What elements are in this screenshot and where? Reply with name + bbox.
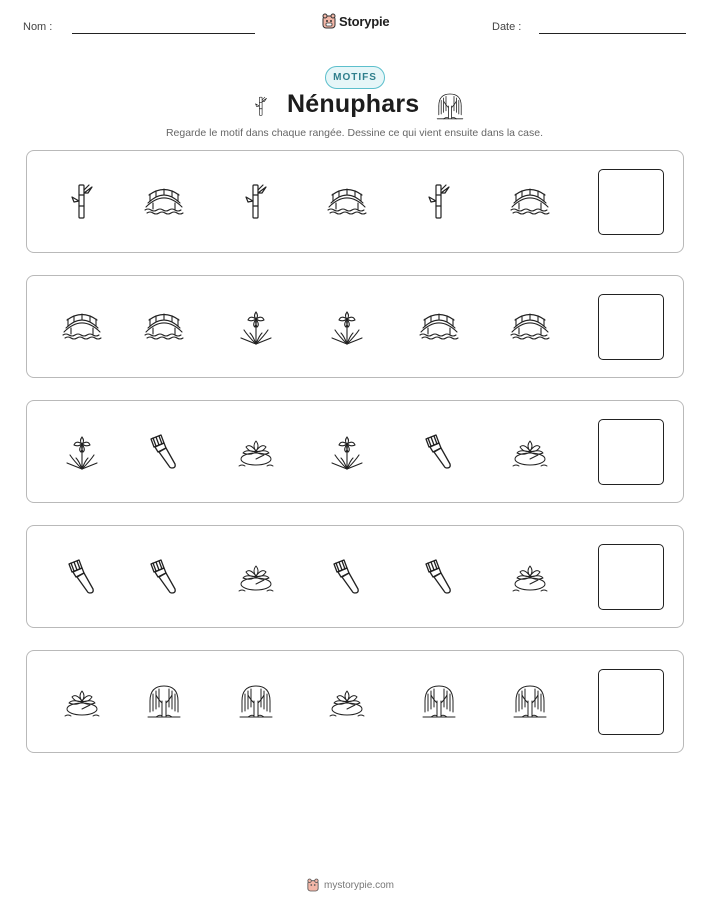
bridge-icon bbox=[144, 306, 184, 346]
page-title: Nénuphars bbox=[287, 90, 420, 118]
bamboo-icon bbox=[419, 181, 459, 221]
water-lily-icon bbox=[62, 681, 102, 721]
answer-box[interactable] bbox=[598, 294, 664, 360]
iris-icon bbox=[62, 431, 102, 471]
water-lily-icon bbox=[510, 431, 550, 471]
bamboo-icon bbox=[250, 90, 272, 122]
storypie-mascot-icon bbox=[307, 878, 319, 892]
paintbrush-icon bbox=[144, 431, 184, 471]
category-badge: MOTIFS bbox=[325, 66, 385, 89]
water-lily-icon bbox=[327, 681, 367, 721]
willow-tree-icon bbox=[419, 681, 459, 721]
name-label: Nom : bbox=[23, 21, 53, 33]
storypie-mascot-icon bbox=[322, 13, 336, 29]
answer-box[interactable] bbox=[598, 169, 664, 235]
paintbrush-icon bbox=[327, 556, 367, 596]
bamboo-icon bbox=[62, 181, 102, 221]
iris-icon bbox=[236, 306, 276, 346]
footer bbox=[307, 878, 394, 892]
pattern-row-4 bbox=[26, 525, 684, 628]
water-lily-icon bbox=[510, 556, 550, 596]
bridge-icon bbox=[327, 181, 367, 221]
date-label: Date : bbox=[492, 21, 522, 33]
answer-box[interactable] bbox=[598, 669, 664, 735]
pattern-row-3 bbox=[26, 400, 684, 503]
brand-name: Storypie bbox=[339, 13, 390, 29]
bamboo-icon bbox=[236, 181, 276, 221]
instructions: Regarde le motif dans chaque rangée. Dessine ce qui vient ensuite dans la case. bbox=[165, 127, 544, 139]
pattern-row-5 bbox=[26, 650, 684, 753]
iris-icon bbox=[327, 306, 367, 346]
bridge-icon bbox=[144, 181, 184, 221]
iris-icon bbox=[327, 431, 367, 471]
bridge-icon bbox=[510, 181, 550, 221]
water-lily-icon bbox=[236, 556, 276, 596]
brand-logo bbox=[322, 13, 389, 29]
pattern-row-1 bbox=[26, 150, 684, 253]
paintbrush-icon bbox=[419, 431, 459, 471]
bridge-icon bbox=[419, 306, 459, 346]
willow-tree-icon bbox=[510, 681, 550, 721]
willow-tree-icon bbox=[236, 681, 276, 721]
paintbrush-icon bbox=[419, 556, 459, 596]
pattern-row-2 bbox=[26, 275, 684, 378]
answer-box[interactable] bbox=[598, 544, 664, 610]
name-line[interactable] bbox=[72, 33, 255, 34]
paintbrush-icon bbox=[144, 556, 184, 596]
date-line[interactable] bbox=[539, 33, 686, 34]
paintbrush-icon bbox=[62, 556, 102, 596]
willow-tree-icon bbox=[144, 681, 184, 721]
answer-box[interactable] bbox=[598, 419, 664, 485]
willow-tree-icon bbox=[434, 90, 466, 122]
bridge-icon bbox=[510, 306, 550, 346]
footer-url: mystorypie.com bbox=[324, 879, 395, 891]
bridge-icon bbox=[62, 306, 102, 346]
water-lily-icon bbox=[236, 431, 276, 471]
